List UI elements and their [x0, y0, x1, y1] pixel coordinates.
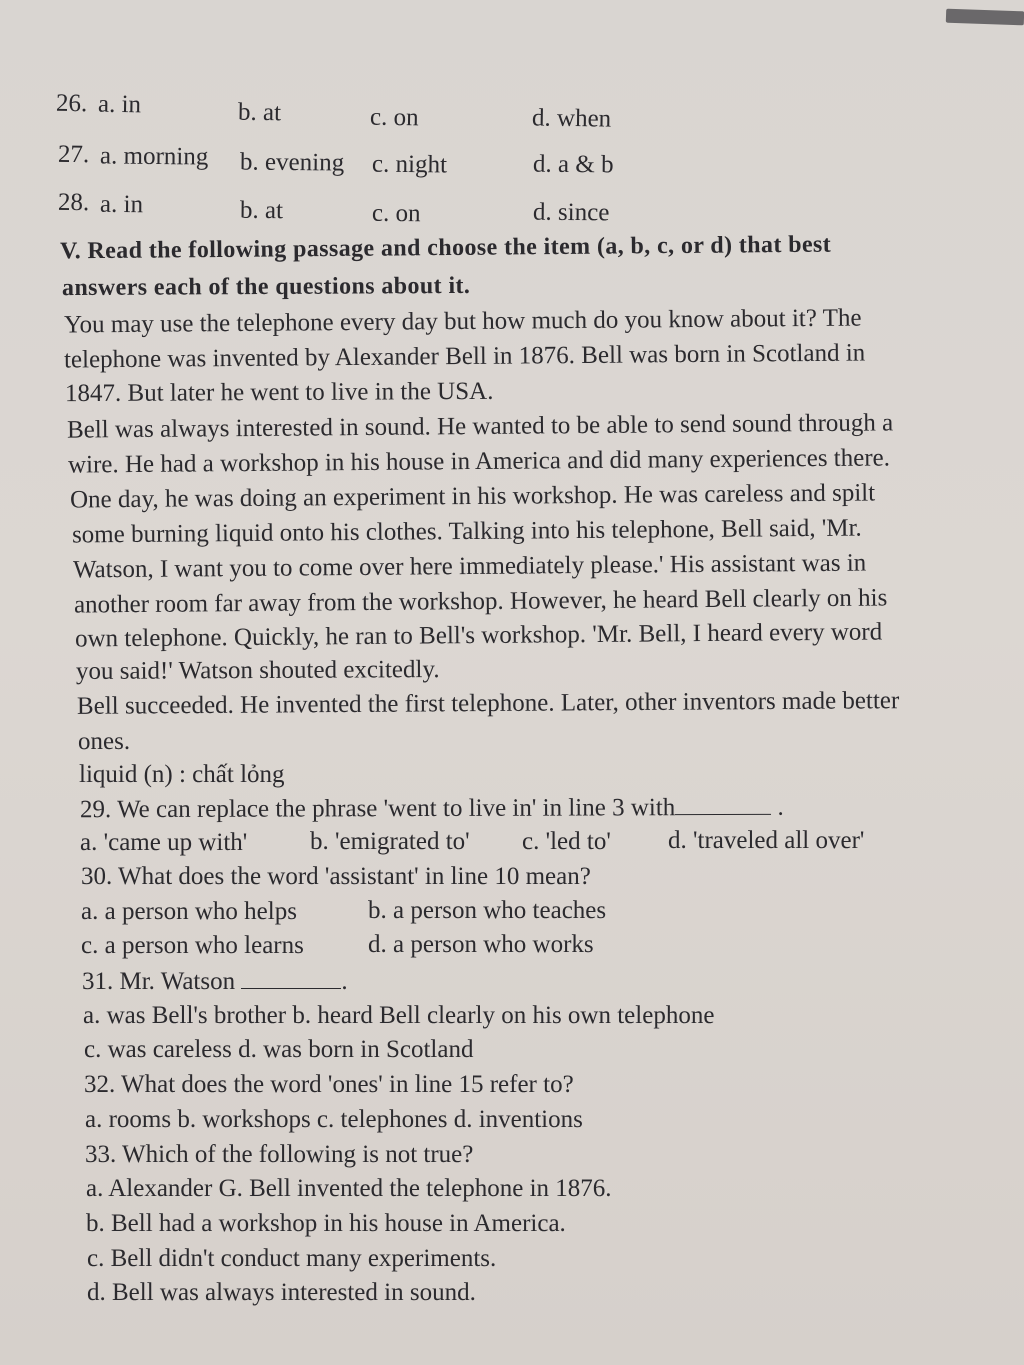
- passage-line: some burning liquid onto his clothes. Talking into his telephone, Bell said, 'Mr.: [71, 514, 862, 549]
- passage-line: Bell succeeded. He invented the first telephone. Later, other inventors made better: [76, 687, 900, 720]
- q27-option-d: d. a & b: [532, 150, 614, 179]
- q30-option-b: b. a person who teaches: [368, 897, 607, 924]
- passage-line: 1847. But later he went to live in the USA.: [64, 377, 494, 408]
- passage-line: Watson, I want you to come over here immediately please.' His assistant was in: [72, 549, 867, 584]
- q27-option-a: a. morning: [99, 142, 209, 171]
- tape-strip: [946, 9, 1024, 26]
- passage-line: ones.: [77, 727, 131, 756]
- passage-line: You may use the telephone every day but how much do you know about it? The: [63, 304, 862, 339]
- q26-option-b: b. at: [237, 98, 282, 127]
- q26-option-c: c. on: [369, 103, 419, 132]
- q28-number: 28.: [57, 188, 90, 217]
- q31-stem: [82, 966, 348, 997]
- q29-answer-blank[interactable]: [675, 792, 771, 815]
- q26-option-d: d. when: [531, 104, 612, 133]
- q31-stem-end: .: [341, 968, 348, 995]
- section-heading-line-2: answers each of the questions about it.: [61, 272, 471, 302]
- q33-option-d: d. Bell was always interested in sound.: [87, 1279, 476, 1306]
- passage-line: telephone was invented by Alexander Bell in 1876. Bell was born in Scotland in: [63, 339, 866, 374]
- q28-option-b: b. at: [239, 196, 284, 225]
- q30-option-d: d. a person who works: [368, 931, 594, 958]
- q33-stem: 33. Which of the following is not true?: [85, 1141, 474, 1168]
- passage-line: you said!' Watson shouted excitedly.: [75, 656, 440, 685]
- q33-option-c: c. Bell didn't conduct many experiments.: [87, 1245, 497, 1272]
- passage-line: wire. He had a workshop in his house in America and did many experiences there.: [67, 444, 891, 479]
- q33-option-b: b. Bell had a workshop in his house in America.: [86, 1210, 566, 1237]
- passage-line: Bell was always interested in sound. He wanted to be able to send sound through a: [66, 409, 894, 444]
- q33-option-a: a. Alexander G. Bell invented the telephone in 1876.: [86, 1175, 612, 1202]
- q28-option-a: a. in: [99, 190, 144, 219]
- q31-options-ab: a. was Bell's brother b. heard Bell clearly on his own telephone: [83, 1002, 715, 1029]
- q29-option-d: d. 'traveled all over': [668, 827, 865, 854]
- q29-option-c: c. 'led to': [522, 828, 611, 855]
- q26-option-a: a. in: [97, 90, 142, 119]
- q31-answer-blank[interactable]: [241, 966, 341, 989]
- q28-option-c: c. on: [371, 199, 421, 228]
- passage-line: another room far away from the workshop. However, he heard Bell clearly on his: [73, 584, 888, 619]
- q29-stem-end: .: [777, 793, 784, 821]
- q28-option-d: d. since: [532, 198, 610, 227]
- q31-options-cd: c. was careless d. was born in Scotland: [84, 1036, 474, 1063]
- glossary-note: liquid (n) : chất lỏng: [79, 761, 285, 788]
- passage-line: own telephone. Quickly, he ran to Bell's workshop. 'Mr. Bell, I heard every word: [74, 618, 883, 653]
- passage-line: One day, he was doing an experiment in his workshop. He was careless and spilt: [69, 479, 876, 514]
- q32-stem: 32. What does the word 'ones' in line 15 refer to?: [84, 1071, 574, 1098]
- q29-option-a: a. 'came up with': [80, 829, 248, 856]
- q27-option-c: c. night: [371, 150, 448, 179]
- q29-stem: [80, 792, 784, 825]
- q26-number: 26.: [55, 89, 88, 118]
- section-heading-line-1: V. Read the following passage and choose the item (a, b, c, or d) that best: [59, 231, 832, 265]
- q29-option-b: b. 'emigrated to': [310, 828, 470, 855]
- q32-options: a. rooms b. workshops c. telephones d. inventions: [85, 1106, 583, 1133]
- q31-stem-text: 31. Mr. Watson: [82, 968, 236, 995]
- q27-option-b: b. evening: [239, 148, 345, 177]
- q30-option-c: c. a person who learns: [81, 932, 304, 959]
- q27-number: 27.: [57, 140, 90, 169]
- q30-stem: 30. What does the word 'assistant' in line 10 mean?: [81, 863, 591, 890]
- q29-stem-text: 29. We can replace the phrase 'went to live in' in line 3 with: [79, 794, 676, 824]
- q30-option-a: a. a person who helps: [81, 898, 297, 925]
